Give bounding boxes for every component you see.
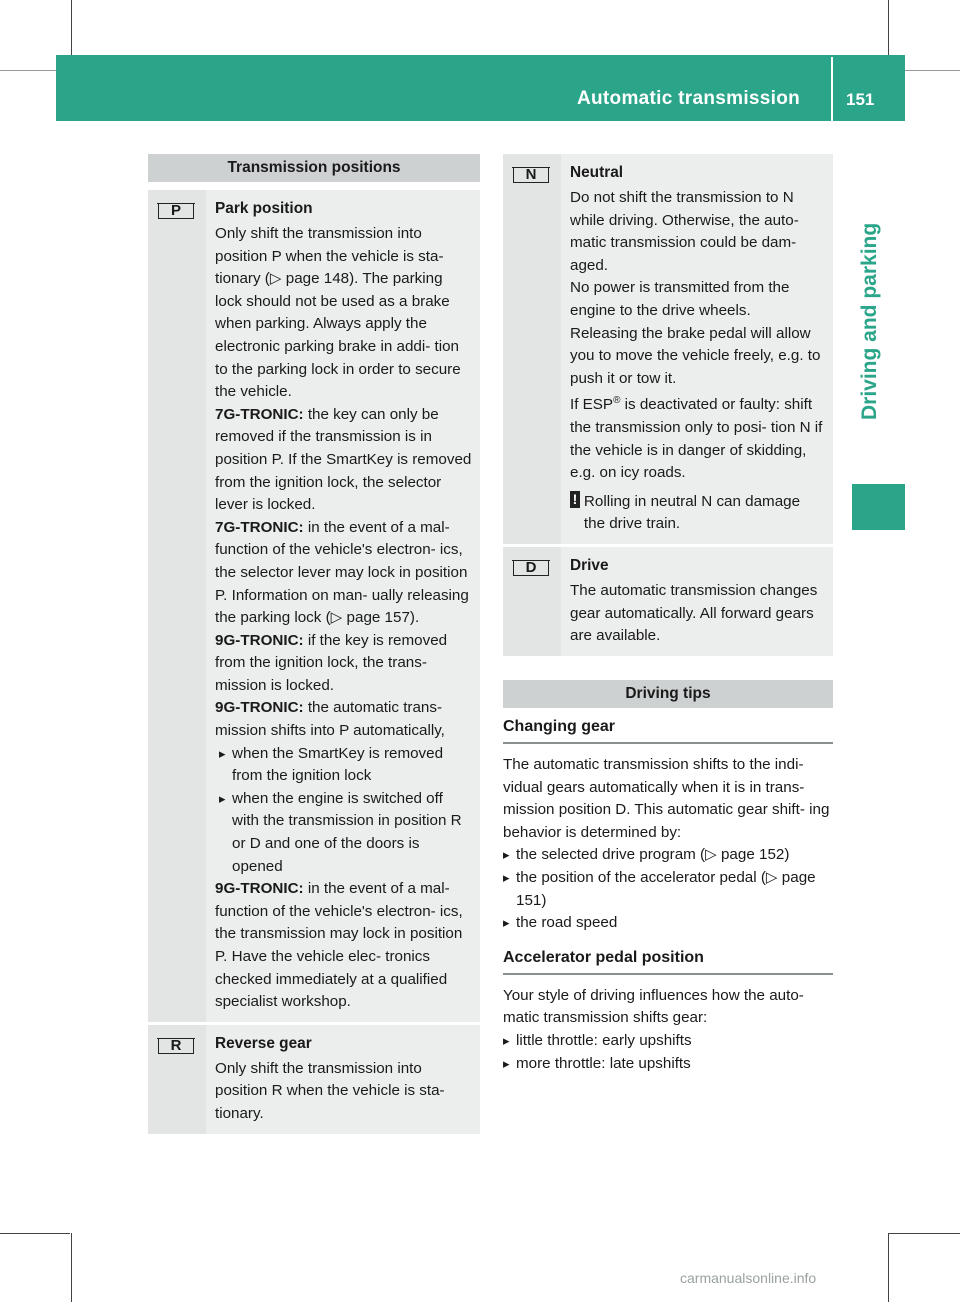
list-item: ▸ more throttle: late upshifts bbox=[503, 1053, 833, 1076]
row-title: Park position bbox=[215, 200, 313, 217]
table-row-neutral: N Neutral Do not shift the transmission to N while driving. Otherwise, the auto- matic transmission could be dam- aged. No power is transmitted from the engine to the drive wheels. Releasing the brake pedal will allow you to move the vehicle freely, e.g. to push it or tow it. If ESP® is deactivated or faulty: shift the transmission only to posi- tion N if the vehicle is in danger of skidding, e.g. on icy roads. ! Rolling in neutral N can damage the drive train. bbox=[503, 154, 833, 544]
transmission-positions-table bbox=[148, 154, 480, 1134]
bullet-icon: ▸ bbox=[503, 915, 510, 931]
bullet-icon: ▸ bbox=[503, 847, 510, 863]
reverse-position-icon: R bbox=[158, 1038, 194, 1054]
row-text: the automatic trans- mission shifts into P automatically, bbox=[215, 699, 445, 740]
list-item: ▸ the road speed bbox=[503, 912, 833, 935]
list-item: ▸ when the SmartKey is removed from the ignition lock bbox=[215, 743, 472, 788]
row-text: Do not shift the transmission to N while driving. Otherwise, the auto- matic transmission could be dam- aged. bbox=[570, 189, 799, 274]
list-item: ▸ when the engine is switched off with the transmission in position R or D and one of the doors is opened bbox=[215, 788, 472, 878]
row-text: the key can only be removed if the transmission is in position P. If the SmartKey is removed from the ignition lock, the selector lever is locked. bbox=[215, 405, 472, 514]
body-text: Your style of driving influences how the auto- matic transmission shifts gear: bbox=[503, 986, 804, 1027]
row-text: No power is transmitted from the engine to the drive wheels. bbox=[570, 279, 790, 319]
park-position-icon: P bbox=[158, 203, 194, 219]
row-text: Releasing the brake pedal will allow you to move the vehicle freely, e.g. to push it or tow it. bbox=[570, 324, 821, 387]
table-row-park bbox=[148, 182, 480, 1022]
row-text: if the key is removed from the ignition lock, the trans- mission is locked. bbox=[215, 631, 448, 694]
variant-label: 9G-TRONIC: bbox=[215, 699, 304, 717]
variant-label: 9G-TRONIC: bbox=[215, 631, 304, 649]
row-text: The automatic transmission changes gear automatically. All forward gears are available. bbox=[570, 581, 818, 645]
row-title: Drive bbox=[570, 556, 609, 574]
row-text: in the event of a mal- function of the vehicle's electron- ics, the selector lever may lock in position P. Information on man- ually releasing the parking lock (▷ page 157). bbox=[215, 518, 469, 627]
subsection-title: Changing gear bbox=[503, 708, 833, 744]
driving-tips-section bbox=[503, 680, 833, 1075]
table-heading: Transmission positions bbox=[148, 154, 480, 182]
bullet-icon: ▸ bbox=[219, 745, 226, 761]
warning-note: ! Rolling in neutral N can damage the drive train. bbox=[570, 491, 825, 536]
neutral-position-icon: N bbox=[513, 167, 549, 183]
bullet-icon: ▸ bbox=[219, 790, 226, 806]
drive-position-icon: D bbox=[513, 560, 549, 576]
bullet-icon: ▸ bbox=[503, 869, 510, 885]
row-title: Neutral bbox=[570, 164, 624, 181]
table-row-drive bbox=[503, 544, 833, 656]
running-header-title: Automatic transmission bbox=[577, 88, 801, 109]
row-text: in the event of a mal- function of the vehicle's electron- ics, the transmission may lock in position P. Have the vehicle elec- tronics checked immediately at a qualified specialist workshop. bbox=[215, 880, 463, 1011]
variant-label: 9G-TRONIC: bbox=[215, 880, 304, 898]
section-side-label: Driving and parking bbox=[858, 222, 881, 420]
transmission-positions-table-continued bbox=[503, 154, 833, 656]
watermark: carmanualsonline.info bbox=[680, 1270, 817, 1286]
row-text: is deactivated or faulty: shift the transmission only to posi- tion N if the vehicle is in danger of skidding, e.g. on icy roads. bbox=[570, 396, 823, 482]
crop-mark bbox=[0, 1233, 70, 1234]
bullet-icon: ▸ bbox=[503, 1032, 510, 1048]
row-title: Reverse gear bbox=[215, 1034, 312, 1052]
page-number: 151 bbox=[846, 90, 875, 109]
row-text: Only shift the transmission into position R when the vehicle is sta- tionary. bbox=[215, 1059, 445, 1122]
variant-label: 7G-TRONIC: bbox=[215, 405, 304, 423]
section-heading: Driving tips bbox=[503, 680, 833, 708]
bullet-icon: ▸ bbox=[503, 1055, 510, 1071]
table-row-reverse bbox=[148, 1022, 480, 1134]
list-item: ▸ the selected drive program (▷ page 152) bbox=[503, 844, 833, 867]
crop-mark bbox=[888, 1233, 960, 1234]
list-item: ▸ little throttle: early upshifts bbox=[503, 1030, 833, 1053]
row-text: Only shift the transmission into position P when the vehicle is sta- tionary (▷ page 148). The parking lock should not be used as a brake when parking. Always apply the electronic parking brake in addi- tion to the parking lock in order to secure the vehicle. bbox=[215, 225, 461, 401]
body-text: The automatic transmission shifts to the indi- vidual gears automatically when it is in trans- mission position D. This automatic gear shift- ing behavior is determined by: bbox=[503, 756, 830, 841]
crop-mark bbox=[888, 1233, 889, 1302]
list-item: ▸ the position of the accelerator pedal (▷ page 151) bbox=[503, 867, 833, 912]
header-separator bbox=[831, 57, 833, 121]
crop-mark bbox=[71, 1233, 72, 1302]
variant-label: 7G-TRONIC: bbox=[215, 518, 304, 536]
side-tab-marker bbox=[852, 484, 905, 530]
subsection-title: Accelerator pedal position bbox=[503, 939, 833, 975]
warning-icon: ! bbox=[570, 491, 580, 508]
